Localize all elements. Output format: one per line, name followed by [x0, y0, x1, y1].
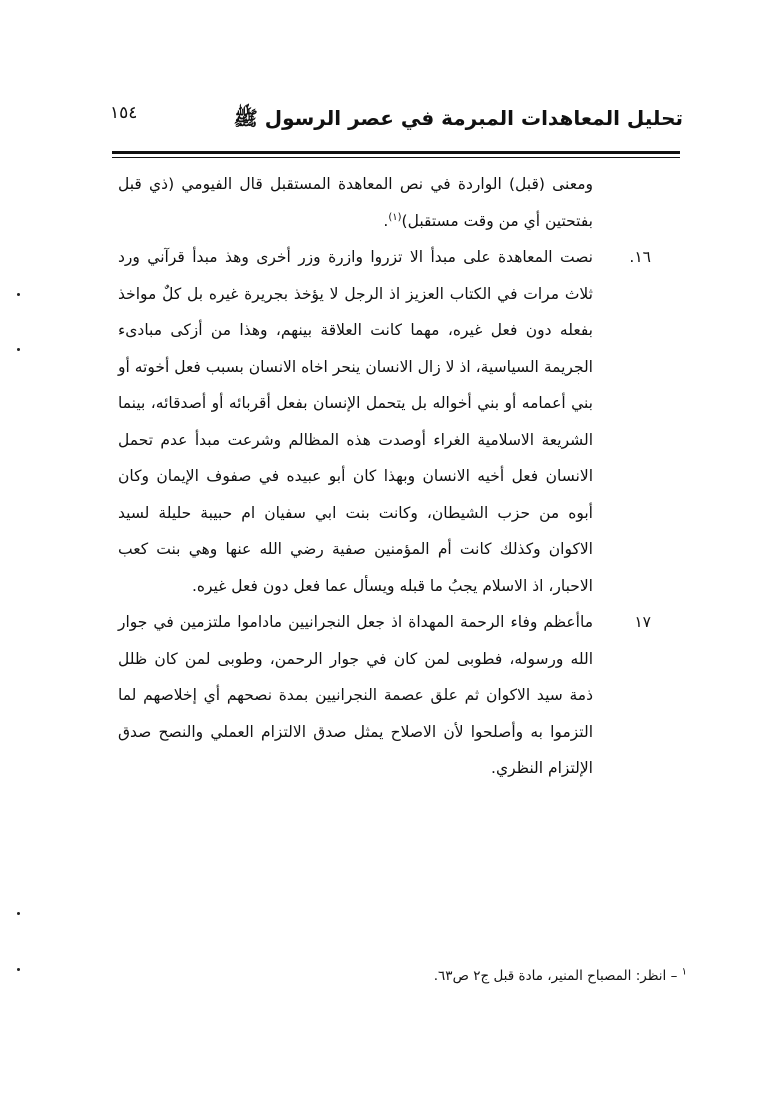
item-text: ماأعظم وفاء الرحمة المهداة اذ جعل النجرانيين ماداموا ملتزمين في جوار الله ورسوله، فطوبى لمن كان في جوار الرحمن، وطوبى لمن كان ظلل ذمة سيد الاكوان ثم علق عصمة النجرانيين بمدة نصحهم أي إخلاصهم لما التزموا به وأصلحوا لأن الاصلاح يمثل صدق الالتزام العملي والنصح صدق الإلتزام النظري. — [118, 613, 593, 777]
footnote-text: – انظر: المصباح المنير، مادة قبل ج٢ ص٦٣. — [433, 968, 678, 984]
header-rule-thin — [112, 157, 680, 158]
list-item — [118, 604, 651, 787]
footnote-marker: ١ — [681, 966, 687, 978]
margin-dot — [17, 293, 20, 296]
item-number: ١٦. — [629, 248, 651, 266]
intro-text: ومعنى (قبل) الواردة في نص المعاهدة المستقبل قال الفيومي (ذي قبل بفتحتين أي من وقت مستقبل) — [118, 175, 593, 230]
margin-dot — [17, 968, 20, 971]
footnote — [434, 968, 687, 984]
footnote-reference: (١) — [388, 211, 402, 223]
page-number: ١٥٤ — [110, 103, 138, 123]
item-text: نصت المعاهدة على مبدأ الا تزروا وازرة وزر أخرى وهذ مبدأ قرآني ورد ثلاث مرات في الكتاب العزيز اذ الرجل لا يؤخذ بجريرة غيره بل كلٌ مواخذ بفعله دون فعل غيره، مهما كانت العلاقة بينهم، وهذا من أزكى مبادىء الجريمة السياسية، اذ لا زال الانسان ينحر اخاه الانسان بسبب فعل أخوته أو بني أعمامه أو بني أخواله بل يتحمل الإنسان بفعل أقربائه أو أصدقائه، بينما الشريعة الاسلامية الغراء أوصدت هذه المظالم وشرعت مبدأ عدم تحمل الانسان فعل أخيه الانسان وبهذا كان أبو عبيده في صفوف الإيمان وكان أبوه من حزب الشيطان، وكانت بنت ابي سفيان ام حبيبة حليلة لسيد الاكوان وكذلك كانت أم المؤمنين صفية رضي الله عنها وهي بنت كعب الاحبار، اذ الاسلام يجبُ ما قبله ويسأل عما فعل دون فعل غيره. — [118, 248, 593, 595]
margin-dot — [17, 348, 20, 351]
header-rule-thick — [112, 151, 680, 154]
list-item — [118, 239, 651, 604]
intro-end: . — [383, 211, 389, 230]
margin-dot — [17, 912, 20, 915]
item-number: ١٧ — [634, 613, 651, 631]
running-title: تحليل المعاهدات المبرمة في عصر الرسول ﷺ — [233, 106, 683, 130]
intro-paragraph — [118, 166, 651, 239]
body-text — [118, 166, 651, 787]
